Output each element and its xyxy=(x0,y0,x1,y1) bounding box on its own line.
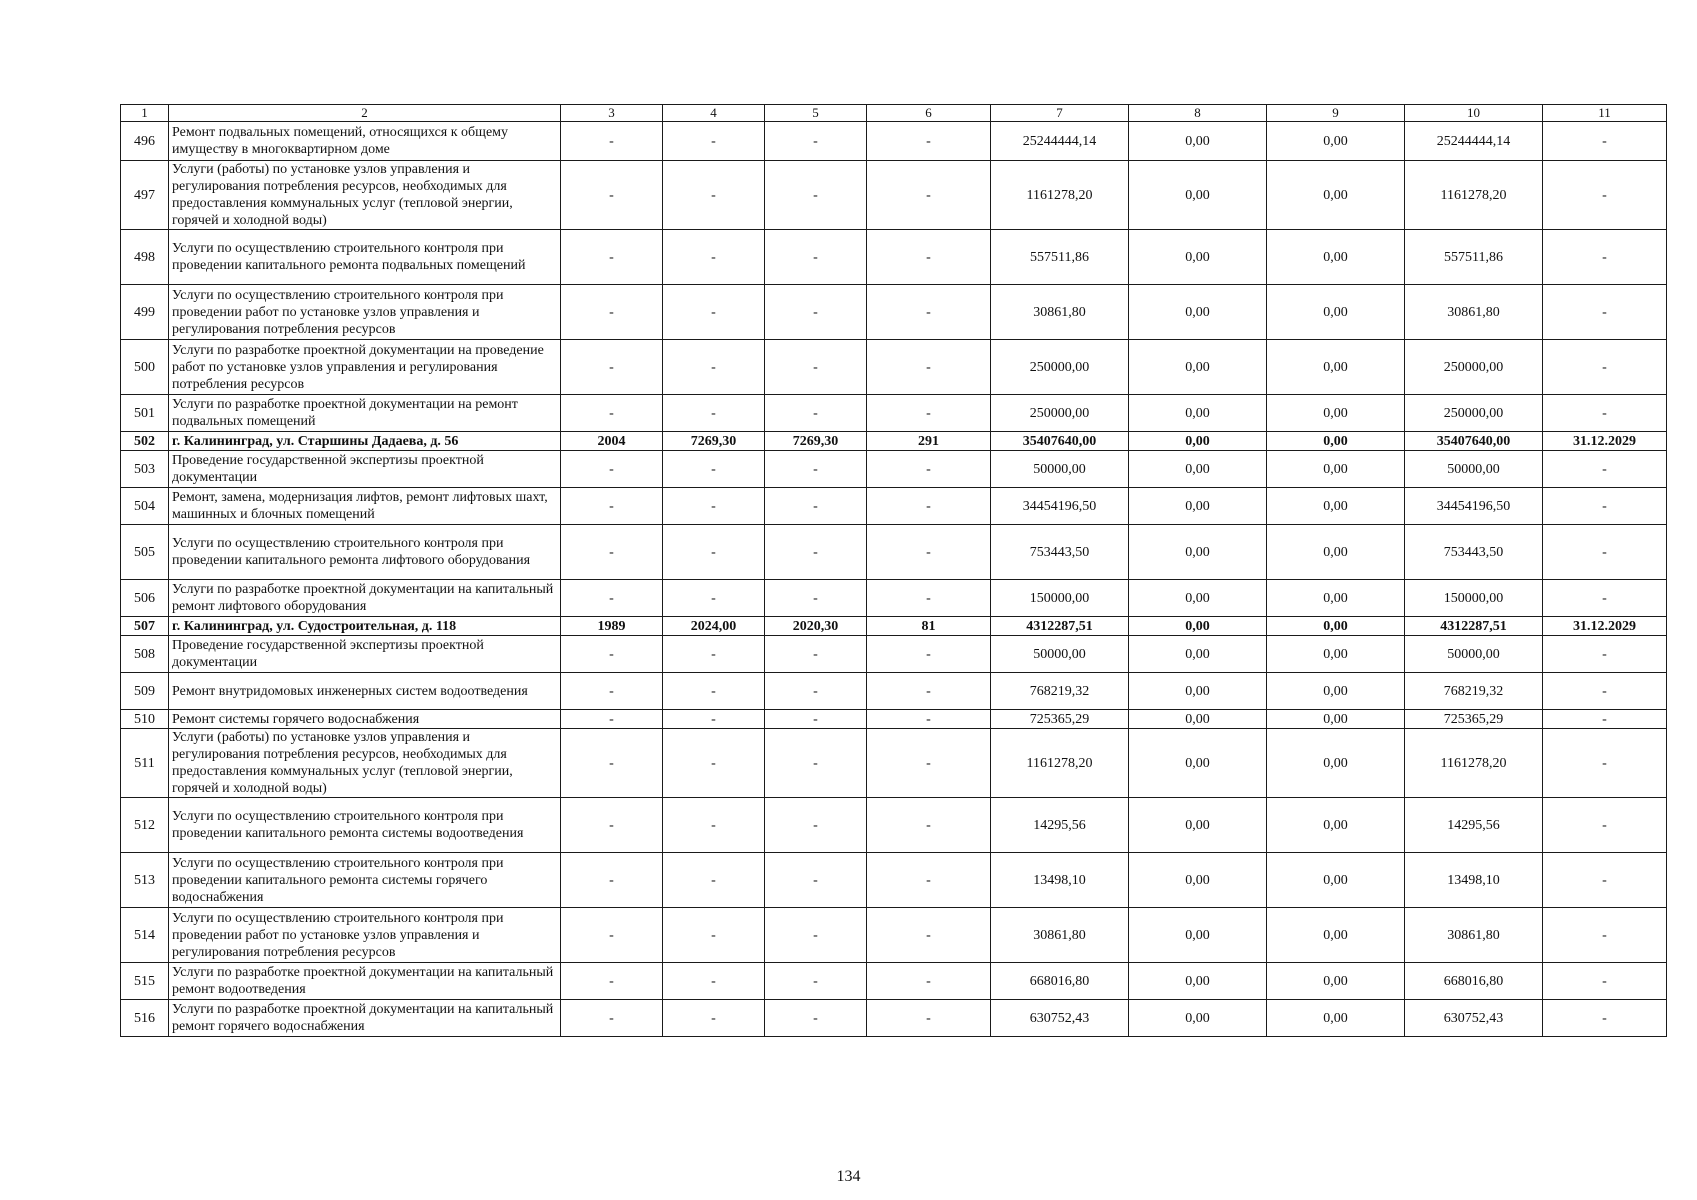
column-number: 2 xyxy=(169,105,561,122)
fund-source-a-cell: 0,00 xyxy=(1129,451,1267,488)
completion-date-cell: 31.12.2029 xyxy=(1543,432,1667,451)
residents-cell: - xyxy=(867,729,991,798)
completion-date-cell: - xyxy=(1543,122,1667,161)
row-number-cell: 496 xyxy=(121,122,169,161)
completion-date-cell: - xyxy=(1543,285,1667,340)
fund-source-b-cell: 0,00 xyxy=(1267,230,1405,285)
table-row xyxy=(121,340,1667,395)
regional-fund-cell: 4312287,51 xyxy=(1405,617,1543,636)
fund-source-b-cell: 0,00 xyxy=(1267,451,1405,488)
work-description-cell: Услуги по осуществлению строительного контроля при проведении капитального ремонта лифтового оборудования xyxy=(169,525,561,580)
work-description-cell: Услуги по осуществлению строительного контроля при проведении работ по установке узлов управления и регулирования потребления ресурсов xyxy=(169,285,561,340)
work-description-cell: Услуги по осуществлению строительного контроля при проведении капитального ремонта системы горячего водоснабжения xyxy=(169,853,561,908)
row-number-cell: 497 xyxy=(121,161,169,230)
fund-source-b-cell: 0,00 xyxy=(1267,395,1405,432)
completion-date-cell: - xyxy=(1543,451,1667,488)
total-area-cell: - xyxy=(663,729,765,798)
table-row xyxy=(121,729,1667,798)
fund-source-b-cell: 0,00 xyxy=(1267,798,1405,853)
fund-source-b-cell: 0,00 xyxy=(1267,1000,1405,1037)
residents-cell: - xyxy=(867,122,991,161)
total-area-cell: - xyxy=(663,853,765,908)
regional-fund-cell: 150000,00 xyxy=(1405,580,1543,617)
regional-fund-cell: 34454196,50 xyxy=(1405,488,1543,525)
column-number: 7 xyxy=(991,105,1129,122)
fund-source-a-cell: 0,00 xyxy=(1129,963,1267,1000)
work-description-cell: Услуги (работы) по установке узлов управления и регулирования потребления ресурсов, необходимых для предоставления коммунальных услуг (тепловой энергии, горячей и холодной воды) xyxy=(169,729,561,798)
work-description-cell: Ремонт подвальных помещений, относящихся к общему имуществу в многоквартирном доме xyxy=(169,122,561,161)
build-year-cell: - xyxy=(561,451,663,488)
fund-source-a-cell: 0,00 xyxy=(1129,122,1267,161)
row-number-cell: 505 xyxy=(121,525,169,580)
total-cost-cell: 753443,50 xyxy=(991,525,1129,580)
build-year-cell: - xyxy=(561,285,663,340)
table-row xyxy=(121,580,1667,617)
total-area-cell: - xyxy=(663,451,765,488)
residents-cell: - xyxy=(867,673,991,710)
regional-fund-cell: 13498,10 xyxy=(1405,853,1543,908)
row-number-cell: 508 xyxy=(121,636,169,673)
living-area-cell: - xyxy=(765,963,867,1000)
total-area-cell: - xyxy=(663,340,765,395)
row-number-cell: 513 xyxy=(121,853,169,908)
document-sheet xyxy=(120,104,1666,1037)
work-description-cell: г. Калининград, ул. Судостроительная, д. 118 xyxy=(169,617,561,636)
build-year-cell: - xyxy=(561,340,663,395)
row-number-cell: 500 xyxy=(121,340,169,395)
fund-source-a-cell: 0,00 xyxy=(1129,729,1267,798)
total-cost-cell: 557511,86 xyxy=(991,230,1129,285)
work-description-cell: Услуги (работы) по установке узлов управления и регулирования потребления ресурсов, необходимых для предоставления коммунальных услуг (тепловой энергии, горячей и холодной воды) xyxy=(169,161,561,230)
fund-source-b-cell: 0,00 xyxy=(1267,340,1405,395)
regional-fund-cell: 250000,00 xyxy=(1405,340,1543,395)
completion-date-cell: - xyxy=(1543,488,1667,525)
residents-cell: - xyxy=(867,580,991,617)
total-cost-cell: 1161278,20 xyxy=(991,729,1129,798)
row-number-cell: 498 xyxy=(121,230,169,285)
residents-cell: - xyxy=(867,963,991,1000)
fund-source-b-cell: 0,00 xyxy=(1267,525,1405,580)
regional-fund-cell: 557511,86 xyxy=(1405,230,1543,285)
total-cost-cell: 34454196,50 xyxy=(991,488,1129,525)
living-area-cell: - xyxy=(765,673,867,710)
regional-fund-cell: 1161278,20 xyxy=(1405,729,1543,798)
table-row xyxy=(121,798,1667,853)
total-area-cell: - xyxy=(663,161,765,230)
fund-source-b-cell: 0,00 xyxy=(1267,580,1405,617)
row-number-cell: 516 xyxy=(121,1000,169,1037)
total-cost-cell: 13498,10 xyxy=(991,853,1129,908)
column-number: 11 xyxy=(1543,105,1667,122)
completion-date-cell: 31.12.2029 xyxy=(1543,617,1667,636)
living-area-cell: - xyxy=(765,525,867,580)
living-area-cell: - xyxy=(765,710,867,729)
living-area-cell: - xyxy=(765,230,867,285)
work-description-cell: Услуги по разработке проектной документации на капитальный ремонт водоотведения xyxy=(169,963,561,1000)
build-year-cell: - xyxy=(561,161,663,230)
residents-cell: - xyxy=(867,710,991,729)
row-number-cell: 506 xyxy=(121,580,169,617)
total-area-cell: - xyxy=(663,710,765,729)
living-area-cell: - xyxy=(765,122,867,161)
total-cost-cell: 630752,43 xyxy=(991,1000,1129,1037)
build-year-cell: 1989 xyxy=(561,617,663,636)
build-year-cell: - xyxy=(561,673,663,710)
fund-source-b-cell: 0,00 xyxy=(1267,729,1405,798)
total-area-cell: - xyxy=(663,395,765,432)
regional-fund-cell: 1161278,20 xyxy=(1405,161,1543,230)
build-year-cell: - xyxy=(561,1000,663,1037)
fund-source-a-cell: 0,00 xyxy=(1129,798,1267,853)
regional-fund-cell: 753443,50 xyxy=(1405,525,1543,580)
fund-source-a-cell: 0,00 xyxy=(1129,285,1267,340)
row-number-cell: 503 xyxy=(121,451,169,488)
column-number: 4 xyxy=(663,105,765,122)
residents-cell: - xyxy=(867,636,991,673)
row-number-cell: 514 xyxy=(121,908,169,963)
residents-cell: - xyxy=(867,1000,991,1037)
total-cost-cell: 768219,32 xyxy=(991,673,1129,710)
work-description-cell: Услуги по осуществлению строительного контроля при проведении капитального ремонта системы водоотведения xyxy=(169,798,561,853)
total-area-cell: - xyxy=(663,908,765,963)
fund-source-a-cell: 0,00 xyxy=(1129,230,1267,285)
fund-source-a-cell: 0,00 xyxy=(1129,1000,1267,1037)
total-area-cell: - xyxy=(663,230,765,285)
work-description-cell: Услуги по разработке проектной документации на проведение работ по установке узлов управления и регулирования потребления ресурсов xyxy=(169,340,561,395)
living-area-cell: - xyxy=(765,488,867,525)
build-year-cell: - xyxy=(561,488,663,525)
total-area-cell: - xyxy=(663,525,765,580)
residents-cell: - xyxy=(867,340,991,395)
page-number: 134 xyxy=(836,1168,861,1185)
residents-cell: 81 xyxy=(867,617,991,636)
fund-source-b-cell: 0,00 xyxy=(1267,122,1405,161)
row-number-cell: 509 xyxy=(121,673,169,710)
fund-source-b-cell: 0,00 xyxy=(1267,853,1405,908)
total-area-cell: - xyxy=(663,580,765,617)
fund-source-a-cell: 0,00 xyxy=(1129,432,1267,451)
work-description-cell: Проведение государственной экспертизы проектной документации xyxy=(169,636,561,673)
address-row xyxy=(121,617,1667,636)
table-row xyxy=(121,285,1667,340)
row-number-cell: 501 xyxy=(121,395,169,432)
residents-cell: - xyxy=(867,798,991,853)
living-area-cell: - xyxy=(765,395,867,432)
living-area-cell: - xyxy=(765,798,867,853)
work-description-cell: Услуги по осуществлению строительного контроля при проведении капитального ремонта подвальных помещений xyxy=(169,230,561,285)
residents-cell: - xyxy=(867,908,991,963)
work-description-cell: Услуги по осуществлению строительного контроля при проведении работ по установке узлов управления и регулирования потребления ресурсов xyxy=(169,908,561,963)
row-number-cell: 499 xyxy=(121,285,169,340)
total-cost-cell: 250000,00 xyxy=(991,395,1129,432)
total-cost-cell: 25244444,14 xyxy=(991,122,1129,161)
regional-fund-cell: 668016,80 xyxy=(1405,963,1543,1000)
work-description-cell: Ремонт внутридомовых инженерных систем водоотведения xyxy=(169,673,561,710)
fund-source-b-cell: 0,00 xyxy=(1267,285,1405,340)
fund-source-a-cell: 0,00 xyxy=(1129,853,1267,908)
regional-fund-cell: 25244444,14 xyxy=(1405,122,1543,161)
row-number-cell: 510 xyxy=(121,710,169,729)
total-cost-cell: 14295,56 xyxy=(991,798,1129,853)
column-number: 6 xyxy=(867,105,991,122)
total-area-cell: - xyxy=(663,798,765,853)
completion-date-cell: - xyxy=(1543,1000,1667,1037)
table-row xyxy=(121,710,1667,729)
regional-fund-cell: 35407640,00 xyxy=(1405,432,1543,451)
build-year-cell: - xyxy=(561,525,663,580)
fund-source-b-cell: 0,00 xyxy=(1267,963,1405,1000)
table-row xyxy=(121,1000,1667,1037)
fund-source-b-cell: 0,00 xyxy=(1267,488,1405,525)
fund-source-b-cell: 0,00 xyxy=(1267,636,1405,673)
build-year-cell: - xyxy=(561,580,663,617)
residents-cell: - xyxy=(867,161,991,230)
total-cost-cell: 30861,80 xyxy=(991,285,1129,340)
fund-source-a-cell: 0,00 xyxy=(1129,580,1267,617)
fund-source-a-cell: 0,00 xyxy=(1129,161,1267,230)
regional-fund-cell: 14295,56 xyxy=(1405,798,1543,853)
regional-fund-cell: 30861,80 xyxy=(1405,908,1543,963)
fund-source-a-cell: 0,00 xyxy=(1129,525,1267,580)
living-area-cell: - xyxy=(765,285,867,340)
completion-date-cell: - xyxy=(1543,340,1667,395)
living-area-cell: - xyxy=(765,729,867,798)
living-area-cell: 2020,30 xyxy=(765,617,867,636)
fund-source-a-cell: 0,00 xyxy=(1129,340,1267,395)
completion-date-cell: - xyxy=(1543,710,1667,729)
column-number: 1 xyxy=(121,105,169,122)
column-number: 8 xyxy=(1129,105,1267,122)
total-area-cell: - xyxy=(663,122,765,161)
table-row xyxy=(121,525,1667,580)
residents-cell: - xyxy=(867,525,991,580)
build-year-cell: - xyxy=(561,710,663,729)
completion-date-cell: - xyxy=(1543,798,1667,853)
completion-date-cell: - xyxy=(1543,636,1667,673)
table-row xyxy=(121,122,1667,161)
fund-source-b-cell: 0,00 xyxy=(1267,432,1405,451)
regional-fund-cell: 50000,00 xyxy=(1405,451,1543,488)
fund-source-b-cell: 0,00 xyxy=(1267,617,1405,636)
residents-cell: - xyxy=(867,285,991,340)
table-row xyxy=(121,488,1667,525)
column-number-row xyxy=(121,105,1667,122)
completion-date-cell: - xyxy=(1543,853,1667,908)
total-area-cell: 2024,00 xyxy=(663,617,765,636)
fund-source-a-cell: 0,00 xyxy=(1129,488,1267,525)
total-cost-cell: 4312287,51 xyxy=(991,617,1129,636)
work-description-cell: Проведение государственной экспертизы проектной документации xyxy=(169,451,561,488)
fund-source-a-cell: 0,00 xyxy=(1129,617,1267,636)
residents-cell: - xyxy=(867,395,991,432)
total-cost-cell: 50000,00 xyxy=(991,451,1129,488)
completion-date-cell: - xyxy=(1543,729,1667,798)
completion-date-cell: - xyxy=(1543,963,1667,1000)
row-number-cell: 507 xyxy=(121,617,169,636)
address-row xyxy=(121,432,1667,451)
capital-repair-table xyxy=(120,104,1667,1037)
regional-fund-cell: 725365,29 xyxy=(1405,710,1543,729)
build-year-cell: - xyxy=(561,963,663,1000)
total-area-cell: 7269,30 xyxy=(663,432,765,451)
fund-source-a-cell: 0,00 xyxy=(1129,636,1267,673)
completion-date-cell: - xyxy=(1543,395,1667,432)
work-description-cell: Услуги по разработке проектной документации на ремонт подвальных помещений xyxy=(169,395,561,432)
regional-fund-cell: 50000,00 xyxy=(1405,636,1543,673)
living-area-cell: - xyxy=(765,161,867,230)
table-row xyxy=(121,908,1667,963)
row-number-cell: 504 xyxy=(121,488,169,525)
table-row xyxy=(121,963,1667,1000)
regional-fund-cell: 768219,32 xyxy=(1405,673,1543,710)
total-cost-cell: 35407640,00 xyxy=(991,432,1129,451)
residents-cell: 291 xyxy=(867,432,991,451)
fund-source-a-cell: 0,00 xyxy=(1129,673,1267,710)
build-year-cell: 2004 xyxy=(561,432,663,451)
residents-cell: - xyxy=(867,853,991,908)
fund-source-b-cell: 0,00 xyxy=(1267,673,1405,710)
total-area-cell: - xyxy=(663,673,765,710)
table-row xyxy=(121,853,1667,908)
build-year-cell: - xyxy=(561,636,663,673)
column-number: 5 xyxy=(765,105,867,122)
total-area-cell: - xyxy=(663,636,765,673)
table-row xyxy=(121,451,1667,488)
total-cost-cell: 30861,80 xyxy=(991,908,1129,963)
column-number: 10 xyxy=(1405,105,1543,122)
total-cost-cell: 150000,00 xyxy=(991,580,1129,617)
completion-date-cell: - xyxy=(1543,161,1667,230)
living-area-cell: - xyxy=(765,853,867,908)
build-year-cell: - xyxy=(561,395,663,432)
fund-source-a-cell: 0,00 xyxy=(1129,395,1267,432)
living-area-cell: - xyxy=(765,636,867,673)
build-year-cell: - xyxy=(561,230,663,285)
residents-cell: - xyxy=(867,230,991,285)
build-year-cell: - xyxy=(561,798,663,853)
living-area-cell: - xyxy=(765,908,867,963)
build-year-cell: - xyxy=(561,908,663,963)
work-description-cell: Услуги по разработке проектной документации на капитальный ремонт горячего водоснабжения xyxy=(169,1000,561,1037)
total-area-cell: - xyxy=(663,488,765,525)
residents-cell: - xyxy=(867,488,991,525)
work-description-cell: Ремонт, замена, модернизация лифтов, ремонт лифтовых шахт, машинных и блочных помещений xyxy=(169,488,561,525)
row-number-cell: 511 xyxy=(121,729,169,798)
total-cost-cell: 725365,29 xyxy=(991,710,1129,729)
living-area-cell: 7269,30 xyxy=(765,432,867,451)
table-row xyxy=(121,395,1667,432)
living-area-cell: - xyxy=(765,451,867,488)
total-cost-cell: 250000,00 xyxy=(991,340,1129,395)
living-area-cell: - xyxy=(765,340,867,395)
fund-source-b-cell: 0,00 xyxy=(1267,908,1405,963)
table-row xyxy=(121,636,1667,673)
row-number-cell: 502 xyxy=(121,432,169,451)
total-cost-cell: 1161278,20 xyxy=(991,161,1129,230)
fund-source-b-cell: 0,00 xyxy=(1267,710,1405,729)
work-description-cell: Услуги по разработке проектной документации на капитальный ремонт лифтового оборудования xyxy=(169,580,561,617)
total-area-cell: - xyxy=(663,1000,765,1037)
completion-date-cell: - xyxy=(1543,580,1667,617)
work-description-cell: г. Калининград, ул. Старшины Дадаева, д. 56 xyxy=(169,432,561,451)
total-cost-cell: 50000,00 xyxy=(991,636,1129,673)
build-year-cell: - xyxy=(561,729,663,798)
build-year-cell: - xyxy=(561,122,663,161)
living-area-cell: - xyxy=(765,580,867,617)
row-number-cell: 515 xyxy=(121,963,169,1000)
fund-source-a-cell: 0,00 xyxy=(1129,908,1267,963)
fund-source-a-cell: 0,00 xyxy=(1129,710,1267,729)
completion-date-cell: - xyxy=(1543,908,1667,963)
regional-fund-cell: 630752,43 xyxy=(1405,1000,1543,1037)
completion-date-cell: - xyxy=(1543,230,1667,285)
column-number: 3 xyxy=(561,105,663,122)
total-area-cell: - xyxy=(663,285,765,340)
build-year-cell: - xyxy=(561,853,663,908)
living-area-cell: - xyxy=(765,1000,867,1037)
fund-source-b-cell: 0,00 xyxy=(1267,161,1405,230)
completion-date-cell: - xyxy=(1543,525,1667,580)
regional-fund-cell: 250000,00 xyxy=(1405,395,1543,432)
row-number-cell: 512 xyxy=(121,798,169,853)
table-row xyxy=(121,673,1667,710)
residents-cell: - xyxy=(867,451,991,488)
table-row xyxy=(121,230,1667,285)
column-number: 9 xyxy=(1267,105,1405,122)
table-row xyxy=(121,161,1667,230)
regional-fund-cell: 30861,80 xyxy=(1405,285,1543,340)
total-area-cell: - xyxy=(663,963,765,1000)
total-cost-cell: 668016,80 xyxy=(991,963,1129,1000)
completion-date-cell: - xyxy=(1543,673,1667,710)
work-description-cell: Ремонт системы горячего водоснабжения xyxy=(169,710,561,729)
